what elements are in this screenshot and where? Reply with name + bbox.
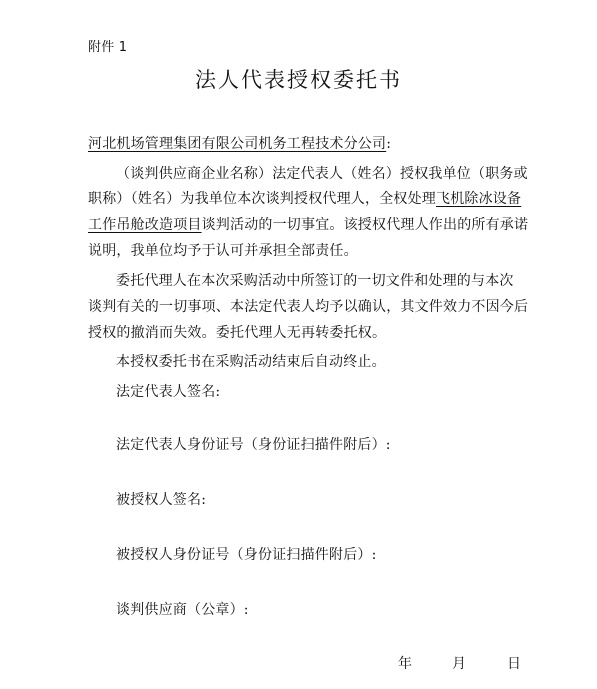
authorized-signature-field: 被授权人签名: <box>116 492 207 508</box>
para1-line4: 说明，我单位均予于认可并承担全部责任。 <box>88 243 358 259</box>
addressee-company: 河北机场管理集团有限公司机务工程技术分公司 <box>88 136 387 152</box>
date-year-label: 年 <box>398 656 412 672</box>
date-day-label: 日 <box>507 656 521 672</box>
supplier-seal-field: 谈判供应商（公章）: <box>116 602 249 618</box>
legal-rep-signature-field: 法定代表人签名: <box>116 384 221 400</box>
addressee-colon: : <box>386 136 392 152</box>
date-month-label: 月 <box>452 656 466 672</box>
para1-line1: （谈判供应商企业名称）法定代表人（姓名）授权我单位（职务或 <box>116 166 528 182</box>
para2-line2: 谈判有关的一切事项、本法定代表人均予以确认，其文件效力不因今后 <box>88 299 529 315</box>
document-title: 法人代表授权委托书 <box>195 68 402 92</box>
attachment-label: 附件 1 <box>88 40 128 55</box>
para3-line: 本授权委托书在采购活动结束后自动终止。 <box>116 354 386 370</box>
project-name-part2: 工作吊舱改造项目 <box>88 217 202 233</box>
para1-line2 <box>88 189 521 209</box>
authorized-id-field: 被授权人身份证号（身份证扫描件附后）: <box>116 547 377 563</box>
para1-line3-text: 谈判活动的一切事宜。该授权代理人作出的所有承诺 <box>201 217 529 233</box>
para1-line2-text: 职称）（姓名）为我单位本次谈判授权代理人，全权处理 <box>88 191 436 207</box>
project-name-part1: 飞机除冰设备 <box>436 191 522 207</box>
addressee-line <box>88 134 391 154</box>
legal-rep-id-field: 法定代表人身份证号（身份证扫描件附后）: <box>116 437 391 453</box>
para1-line3 <box>88 215 528 235</box>
para2-line1: 委托代理人在本次采购活动中所签订的一切文件和处理的与本次 <box>116 273 514 289</box>
para2-line3: 授权的撤消而失效。委托代理人无再转委托权。 <box>88 325 387 341</box>
